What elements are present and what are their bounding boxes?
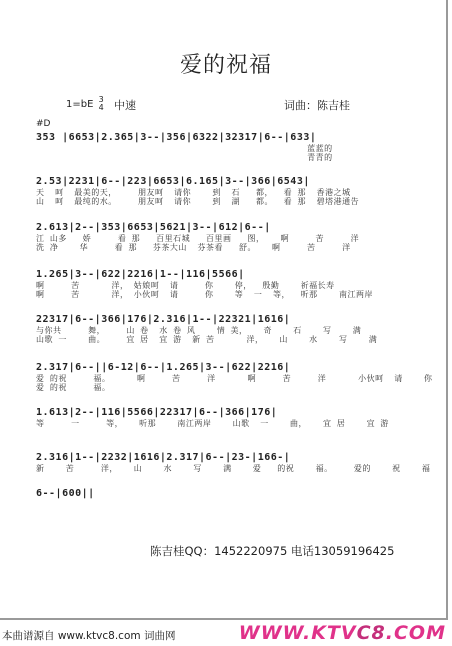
logo-prefix: WWW.KTV: [238, 622, 357, 644]
contact-info: 陈吉桂QQ：1452220975 电话13059196425: [150, 544, 395, 558]
time-bottom: 4: [98, 103, 104, 112]
notation-row: 6--|600||: [36, 488, 95, 499]
lyric-row: 等 一 等， 听那 南江两岸 山歌 一 曲， 宜 居 宜 游: [36, 419, 389, 428]
logo-c8: C8: [356, 622, 386, 644]
lyric-row: 啊 苦 洋， 小伙呵 请 你 等 一 等， 听那 南江两岸: [36, 290, 373, 299]
lyric-row: 啊 苦 洋， 姑娘呵 请 你 停， 殷勤 祈福长寿: [36, 281, 335, 290]
staff-line: [36, 175, 412, 206]
notation-row: 2.613|2--|353|6653|5621|3--|612|6--|: [36, 222, 271, 233]
staff-line: [36, 487, 412, 500]
staff-line: [36, 268, 412, 299]
lyric-row: 天 呵 最美的天， 朋友呵 请你 到 石 都， 看 那 香港之城: [36, 188, 351, 197]
lyric-row: 与你共 舞， 山 卷 水 卷 风 情 美， 奇 石 写 满: [36, 326, 362, 335]
notation-row: 1.265|3--|622|2216|1--|116|5566|: [36, 269, 245, 280]
tempo-marking: 中速: [114, 99, 136, 112]
notation-row: 2.316|1--|2232|1616|2.317|6--|23-|166-|: [36, 452, 291, 463]
notation-row: 1.613|2--|116|5566|22317|6--|366|176|: [36, 407, 278, 418]
lyric-row: 青青的: [36, 153, 333, 162]
lyric-row: 江 山多 娇 看 那 百里石城 百里画 图， 啊 苦 洋: [36, 234, 360, 243]
lyric-row: 新 苦 洋， 山 水 写 满 爱 的祝 福。 爱的 祝 福: [36, 464, 431, 473]
lyric-row: 山 呵 最纯的水。 朋友呵 请你 到 湖 都。 看 那 碧塔港通告: [36, 197, 360, 206]
staff-line: [36, 361, 433, 392]
staff-line: [36, 451, 431, 473]
site-logo[interactable]: [239, 622, 446, 644]
notation-row: 22317|6--|366|176|2.316|1--|22321|1616|: [36, 314, 291, 325]
notation-row: 353 |6653|2.365|3--|356|6322|32317|6--|633|: [36, 132, 317, 143]
notation-row: 2.317|6--||6-12|6--|1.265|3--|622|2216|: [36, 362, 291, 373]
lyric-row: 山歌 一 曲。 宜 居 宜 游 新 苦 洋， 山 水 写 满: [36, 335, 378, 344]
credits: 词曲：陈吉桂: [284, 99, 350, 112]
staff-line: [36, 313, 412, 344]
staff-line: [36, 406, 412, 428]
staff-line: [36, 131, 412, 162]
notation-row: 2.53|2231|6--|223|6653|6.165|3--|366|6543|: [36, 176, 310, 187]
lyric-row: 蓝蓝的: [36, 144, 333, 153]
lyric-row: 爱 的祝 福。 啊 苦 洋 啊 苦 洋 小伙呵 请 你: [36, 374, 433, 383]
key-mark: #D: [36, 119, 51, 129]
key-label: 1=bE: [66, 99, 94, 110]
time-top: 3: [98, 95, 104, 104]
lyric-row: 洗 净 华 看 那 芬茶大山 芬茶看 舒。 啊 苦 洋: [36, 243, 351, 252]
time-signature: [99, 96, 104, 112]
source-note: 本曲谱源自 www.ktvc8.com 词曲网: [2, 630, 176, 642]
key-signature: [66, 96, 104, 112]
lyric-row: 爱 的祝 福。: [36, 383, 111, 392]
staff-line: [36, 221, 412, 252]
song-title: 爱的祝福: [179, 53, 272, 78]
logo-suffix: .COM: [385, 622, 446, 644]
